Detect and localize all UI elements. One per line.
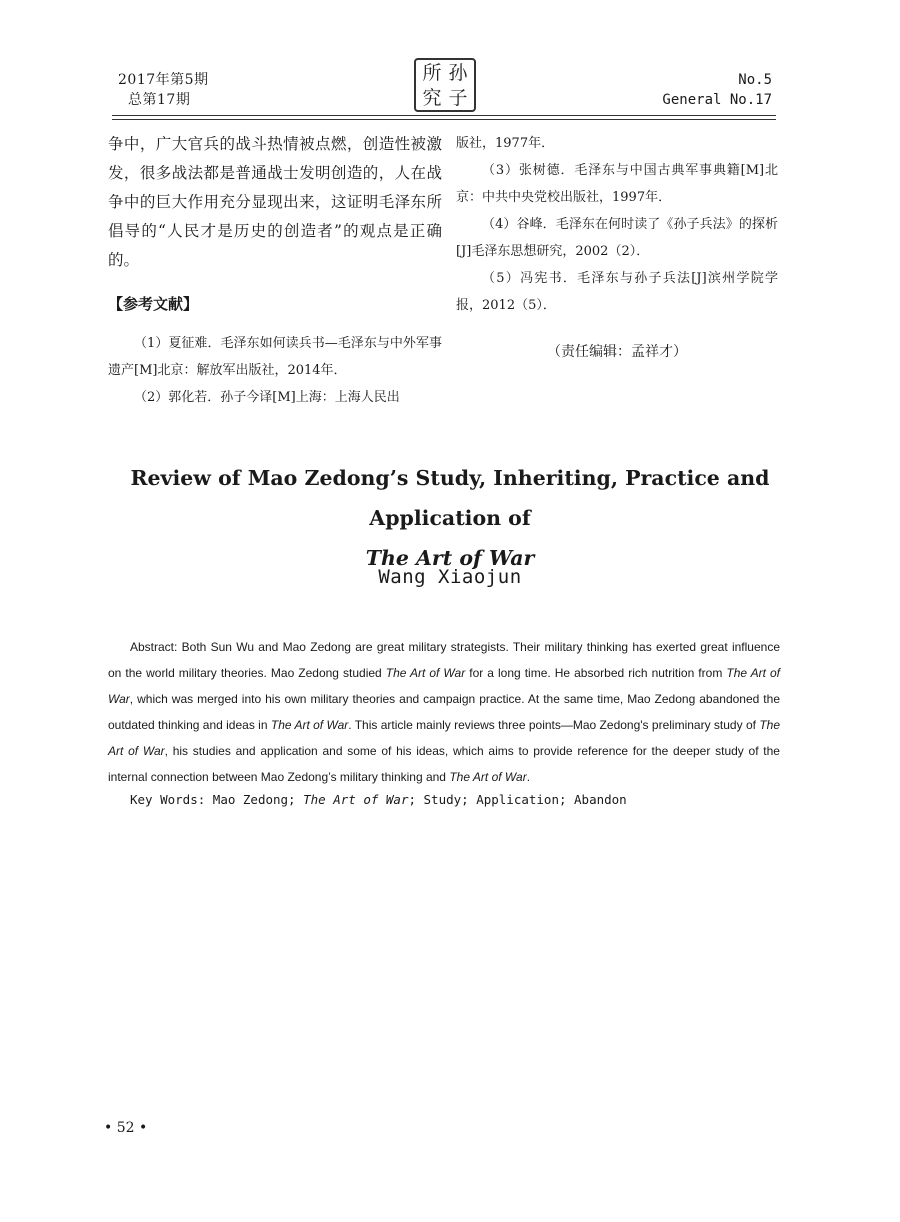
abstract-text: . This article mainly reviews three points—Mao Zedong's preliminary study of: [348, 718, 760, 732]
left-column: [108, 130, 442, 411]
reference-3: （3）张树德．毛泽东与中国古典军事典籍[M]北京：中共中央党校出版社，1997年．: [456, 163, 778, 205]
abstract-text: for a long time. He absorbed rich nutrition from: [465, 666, 727, 680]
reference-1: （1）夏征难．毛泽东如何读兵书—毛泽东与中外军事遗产[M]北京：解放军出版社，2014年．: [108, 336, 442, 378]
reference-2-continued: 版社，1977年．: [456, 136, 555, 151]
header-issue-cn: [118, 70, 209, 110]
abstract-label: Abstract:: [130, 640, 178, 654]
keywords-text: Mao Zedong;: [205, 792, 304, 807]
keywords: [130, 790, 780, 810]
logo-char-4: 子: [448, 86, 468, 109]
logo-char-1: 所: [422, 61, 442, 84]
general-en: General No.17: [662, 92, 772, 108]
abstract-text: .: [526, 770, 531, 784]
header-issue-en: [662, 70, 772, 110]
abstract-text: Both Sun Wu and Mao Zedong are great military strategists. Their military thinking has exerted great influence on the world military theories. Mao Zedong studied: [108, 640, 780, 680]
abstract-text: , his studies and application and some of his ideas, which aims to provide reference for the deeper study of the internal connection between Mao Zedong’s military thinking and: [108, 744, 780, 784]
reference-5: （5）冯宪书．毛泽东与孙子兵法[J]滨州学院学报，2012（5）．: [456, 271, 778, 313]
abstract-italic: The Art of War: [449, 770, 527, 784]
keywords-text: ; Study; Application; Abandon: [408, 792, 627, 807]
header-rule-thick: [112, 115, 776, 116]
abstract: [108, 634, 780, 790]
reference-4: （4）谷峰．毛泽东在何时读了《孙子兵法》的探析[J]毛泽东思想研究，2002（2）．: [456, 217, 778, 259]
keywords-italic: The Art of War: [303, 792, 409, 807]
title-main: Review of Mao Zedong’s Study, Inheriting, Practice and Application of: [130, 466, 770, 530]
abstract-italic: The Art of War: [270, 718, 349, 732]
logo-char-2: 孙: [448, 61, 468, 84]
body-paragraph: 争中，广大官兵的战斗热情被点燃，创造性被激发，很多战法都是普通战士发明创造的，人在战争中的巨大作用充分显现出来，这证明毛泽东所倡导的“人民才是历史的创造者”的观点是正确的。: [108, 135, 442, 269]
right-column: [456, 130, 778, 361]
issue-en: No.5: [738, 72, 772, 88]
abstract-italic: The Art of War: [108, 666, 781, 706]
header-rule-thin: [112, 119, 776, 120]
abstract-italic: The Art of War: [385, 666, 466, 680]
article-title: [100, 458, 800, 578]
journal-logo: [414, 58, 476, 112]
author-name: Wang Xiaojun: [378, 566, 522, 588]
references-heading: 【参考文献】: [108, 295, 199, 313]
issue-cn: 2017年第5期: [118, 72, 209, 88]
general-cn: 总第17期: [128, 92, 191, 108]
abstract-text: , which was merged into his own military theories and campaign practice. At the same time, Mao Zedong abandoned the outdated thinking and ideas in: [108, 692, 780, 732]
keywords-label: Key Words:: [130, 792, 206, 807]
reference-2: （2）郭化若．孙子今译[M]上海：上海人民出: [134, 390, 400, 405]
responsible-editor: （责任编辑：孟祥才）: [547, 344, 687, 360]
abstract-italic: The Art of War: [108, 718, 780, 758]
title-italic: The Art of War: [365, 546, 535, 570]
page-number: • 52 •: [104, 1120, 148, 1136]
logo-char-3: 究: [422, 86, 442, 109]
